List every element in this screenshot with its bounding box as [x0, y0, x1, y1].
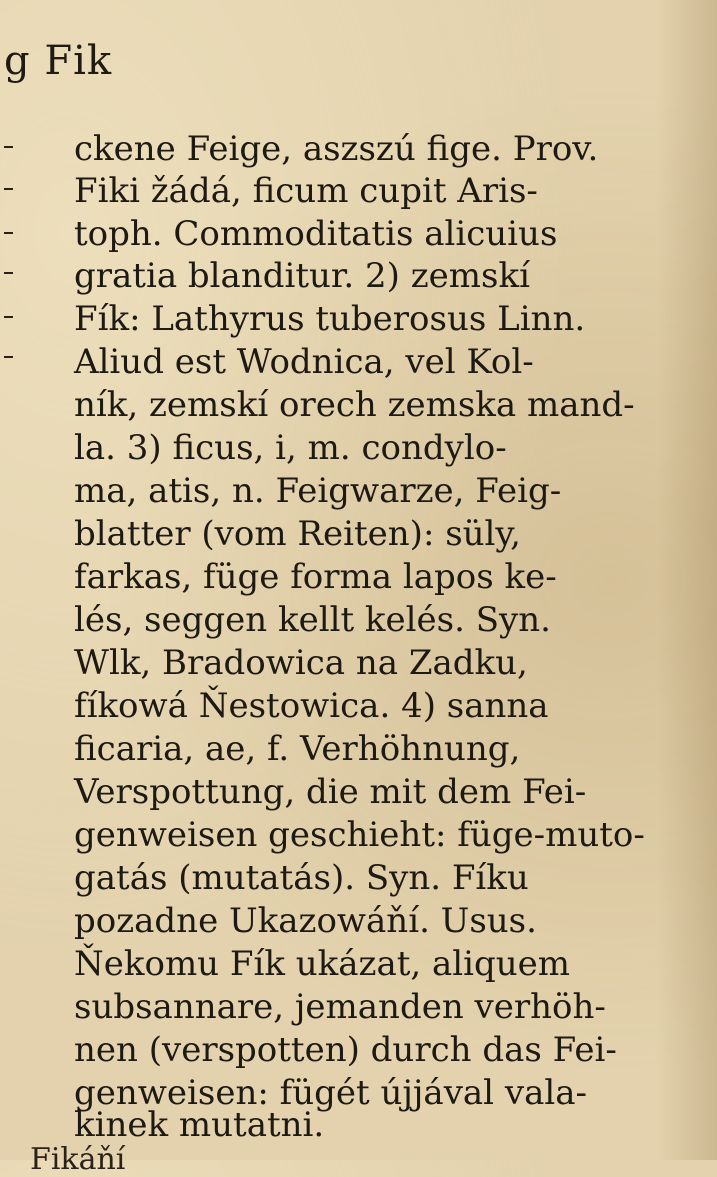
entry-line: pozadne Ukazowáňí. Usus.	[74, 901, 537, 941]
entry-line: subsannare, jemanden verhöh-	[74, 987, 606, 1027]
gutter-mark	[4, 272, 13, 274]
entry-line: toph. Commoditatis alicuius	[74, 214, 558, 254]
entry-line: Verspottung, die mit dem Fei-	[74, 772, 587, 812]
entry-line: ficaria, ae, f. Verhöhnung,	[74, 729, 521, 769]
entry-line: ckene Feige, aszszú fige. Prov.	[74, 129, 599, 169]
entry-line: gatás (mutatás). Syn. Fíku	[74, 858, 529, 898]
entry-line: Fiki žádá, ficum cupit Aris-	[74, 171, 538, 211]
gutter-mark	[4, 232, 13, 234]
gutter-mark	[4, 356, 13, 358]
entry-line: fíkowá Ňestowica. 4) sanna	[74, 686, 549, 726]
gutter-mark	[4, 146, 13, 148]
entry-line: gratia blanditur. 2) zemskí	[74, 256, 530, 296]
entry-line: Aliud est Wodnica, vel Kol-	[74, 342, 534, 382]
entry-line: kinek mutatni.	[74, 1105, 325, 1145]
entry-line: genweisen: fügét újjával vala-	[74, 1073, 587, 1113]
entry-line: Wlk, Bradowica na Zadku,	[74, 643, 528, 683]
entry-line: farkas, füge forma lapos ke-	[74, 557, 557, 597]
gutter-mark	[4, 316, 13, 318]
gutter-mark	[4, 188, 13, 190]
entry-line: nen (verspotten) durch das Fei-	[74, 1030, 617, 1070]
entry-line: blatter (vom Reiten): süly,	[74, 514, 521, 554]
entry-line: ník, zemskí orech zemska mand-	[74, 385, 635, 425]
page-edge-shadow	[657, 0, 717, 1160]
cut-off-next-entry: Fikáňí	[30, 1142, 126, 1177]
entry-line: Fík: Lathyrus tuberosus Linn.	[74, 299, 586, 339]
entry-line: lés, seggen kellt kelés. Syn.	[74, 600, 551, 640]
running-header: g Fik	[4, 38, 113, 84]
entry-line: genweisen geschieht: füge-muto-	[74, 815, 645, 855]
entry-line: la. 3) ficus, i, m. condylo-	[74, 428, 507, 468]
entry-line: ma, atis, n. Feigwarze, Feig-	[74, 471, 562, 511]
entry-line: Ňekomu Fík ukázat, aliquem	[74, 944, 571, 984]
